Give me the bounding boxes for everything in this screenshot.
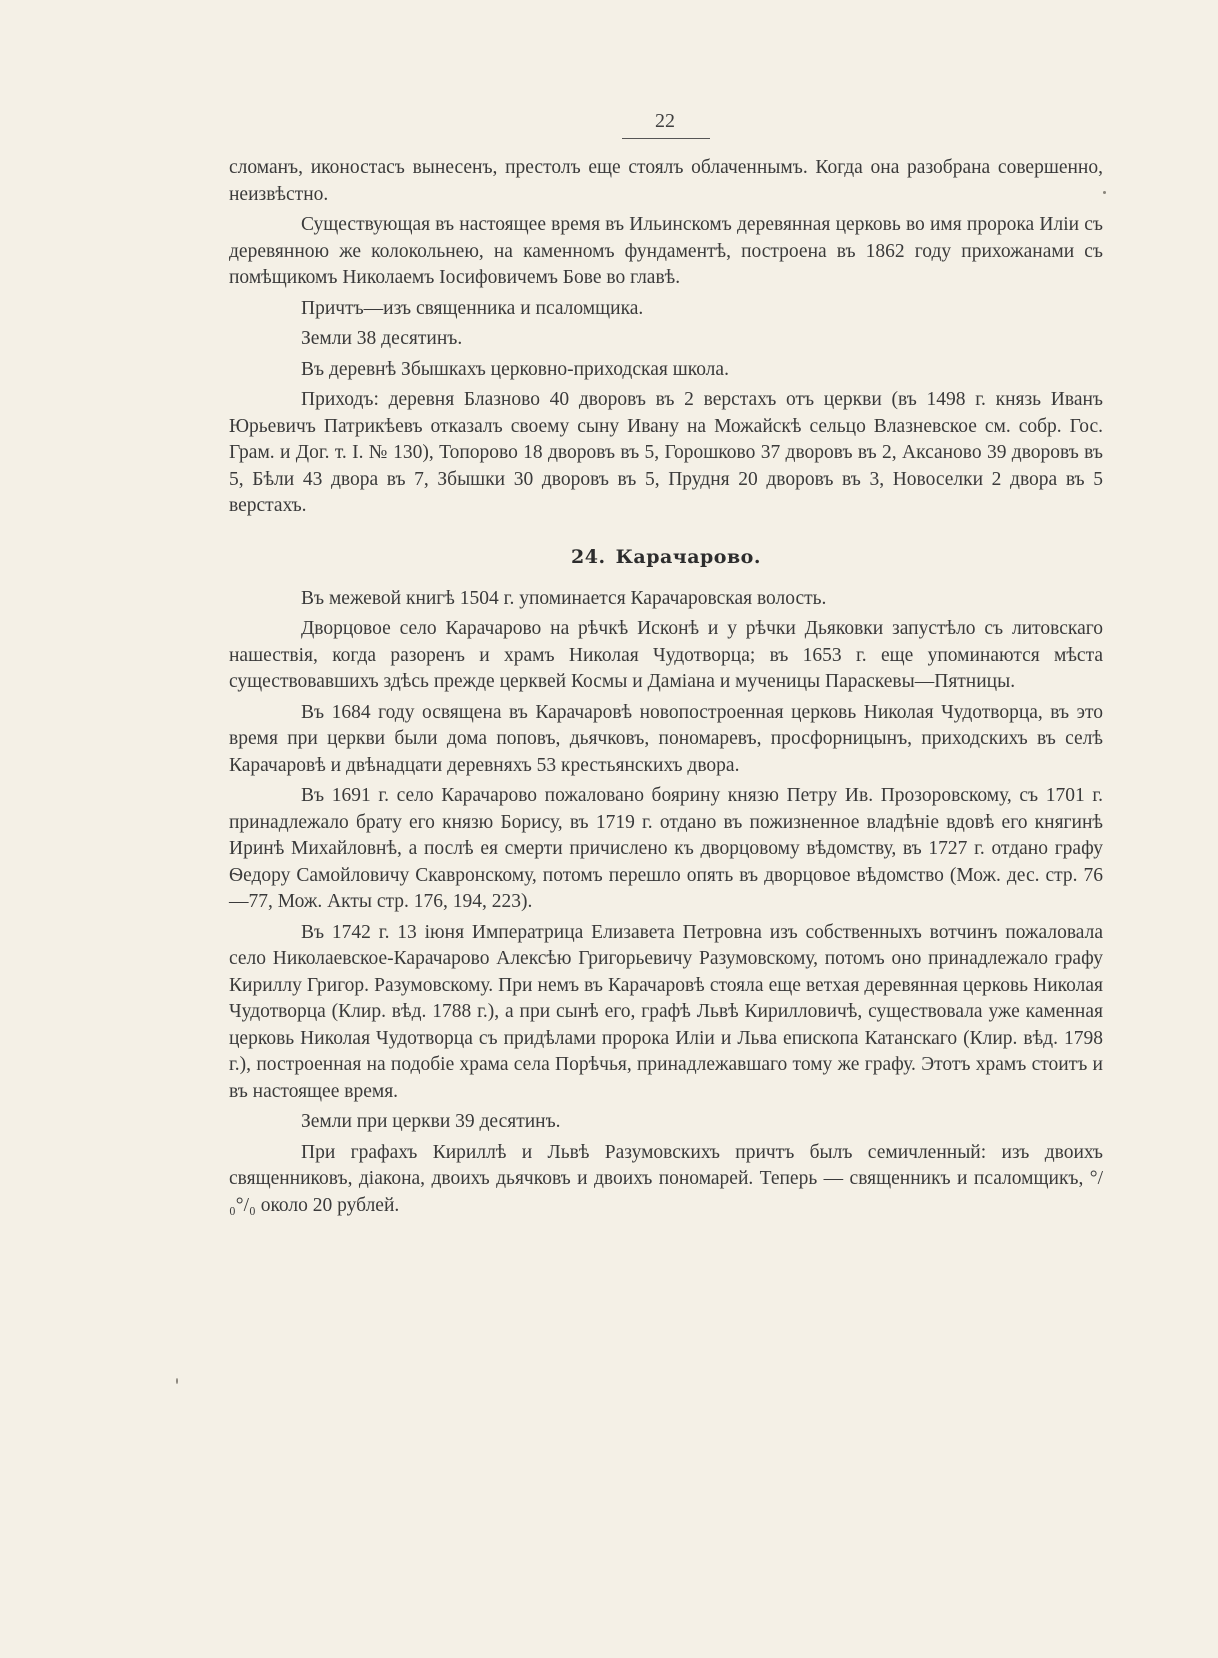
- paragraphs-after-section: [229, 586, 1103, 1220]
- paragraph: Земли 38 десятинъ.: [301, 328, 463, 349]
- main-text: [229, 155, 1103, 1219]
- paragraph: Въ 1691 г. село Карачарово пожаловано боярину князю Петру Ив. Прозоровскому, съ 1701 г. принадлежало брату его князю Борису, въ 1719 г. отдано въ пожизненное владѣніе вдовѣ его княгинѣ Иринѣ Михайловнѣ, а послѣ ея смерти причислено къ дворцовому вѣдомству, въ 1727 г. отдано графу Ѳедору Самойловичу Скавронскому, потомъ перешло опять въ дворцовое вѣдомство (Мож. дес. стр. 76—77, Мож. Акты стр. 176, 194, 223).: [229, 785, 1103, 912]
- paragraph: Приходъ: деревня Блазново 40 дворовъ въ 2 верстахъ отъ церкви (въ 1498 г. князь Иванъ Юрьевичъ Патрикѣевъ отказалъ своему сыну Ивану на Можайскѣ сельцо Влазневское см. собр. Гос. Грам. и Дог. т. I. № 130), Топорово 18 дворовъ въ 5, Горошково 37 дворовъ въ 2, Аксаново 39 дворовъ въ 5, Бѣли 43 двора въ 7, Збышки 30 дворовъ въ 5, Прудня 20 дворовъ въ 3, Новоселки 2 двора въ 5 верстахъ.: [229, 389, 1103, 516]
- paragraph: Дворцовое село Карачарово на рѣчкѣ Исконѣ и у рѣчки Дьяковки запустѣло съ литовскаго нашествія, когда разоренъ и храмъ Николая Чудотворца; въ 1653 г. еще упоминаются мѣста существовавшихъ здѣсь прежде церквей Космы и Даміана и мученицы Параскевы—Пятницы.: [229, 618, 1103, 692]
- paragraph: Въ 1742 г. 13 іюня Императрица Елизавета Петровна изъ собственныхъ вотчинъ пожаловала село Николаевское-Карачарово Алексѣю Григорьевичу Разумовскому, потомъ оно принадлежало графу Кириллу Григор. Разумовскому. При немъ въ Карачаровѣ стояла еще ветхая деревянная церковь Николая Чудотворца (Клир. вѣд. 1788 г.), а при сынѣ его, графѣ Львѣ Кирилловичѣ, существовала уже каменная церковь Николая Чудотворца съ придѣлами пророка Иліи и Льва епископа Катанскаго (Клир. вѣд. 1798 г.), построенная на подобіе храма села Порѣчья, принадлежавшаго тому же графу. Этотъ храмъ стоитъ и въ настоящее время.: [229, 921, 1103, 1102]
- section-number: 24.: [571, 545, 606, 568]
- paragraph: Существующая въ настоящее время въ Ильинскомъ деревянная церковь во имя пророка Иліи съ деревянною же колокольнею, на каменномъ фундаментѣ, построена въ 1862 году прихожанами съ помѣщикомъ Николаемъ Іосифовичемъ Бове во главѣ.: [229, 214, 1103, 288]
- paragraph: Причтъ—изъ священника и псаломщика.: [301, 297, 644, 319]
- paragraph: Земли при церкви 39 десятинъ.: [301, 1111, 561, 1132]
- paragraph: Въ деревнѣ Збышкахъ церковно-приходская школа.: [301, 358, 729, 380]
- paragraph: При графахъ Кириллѣ и Львѣ Разумовскихъ причтъ былъ семичленный: изъ двоихъ священниковъ, діакона, двоихъ дьячковъ и двоихъ пономарей. Теперь — священникъ и псаломщикъ, °/₀°/₀ около 20 рублей.: [229, 1141, 1103, 1216]
- paragraph: Въ 1684 году освящена въ Карачаровѣ новопостроенная церковь Николая Чудотворца, въ это время при церкви были дома поповъ, дьячковъ, пономаревъ, просфорницынъ, приходскихъ въ селѣ Карачаровѣ и двѣнадцати деревняхъ 53 крестьянскихъ двора.: [229, 701, 1103, 776]
- section-heading: [229, 546, 1103, 568]
- paragraph: Въ межевой книгѣ 1504 г. упоминается Карачаровская волость.: [301, 587, 827, 609]
- paragraphs-before-section: [229, 155, 1103, 520]
- paragraph: сломанъ, иконостасъ вынесенъ, престолъ еще стоялъ облаченнымъ. Когда она разобрана совершенно, неизвѣстно.: [229, 157, 1103, 205]
- paper-speck: [1103, 191, 1106, 194]
- page-number: 22: [655, 110, 675, 132]
- section-title: Карачарово.: [615, 545, 761, 568]
- page-number-rule: [622, 138, 710, 139]
- paper-speck: [176, 1378, 178, 1384]
